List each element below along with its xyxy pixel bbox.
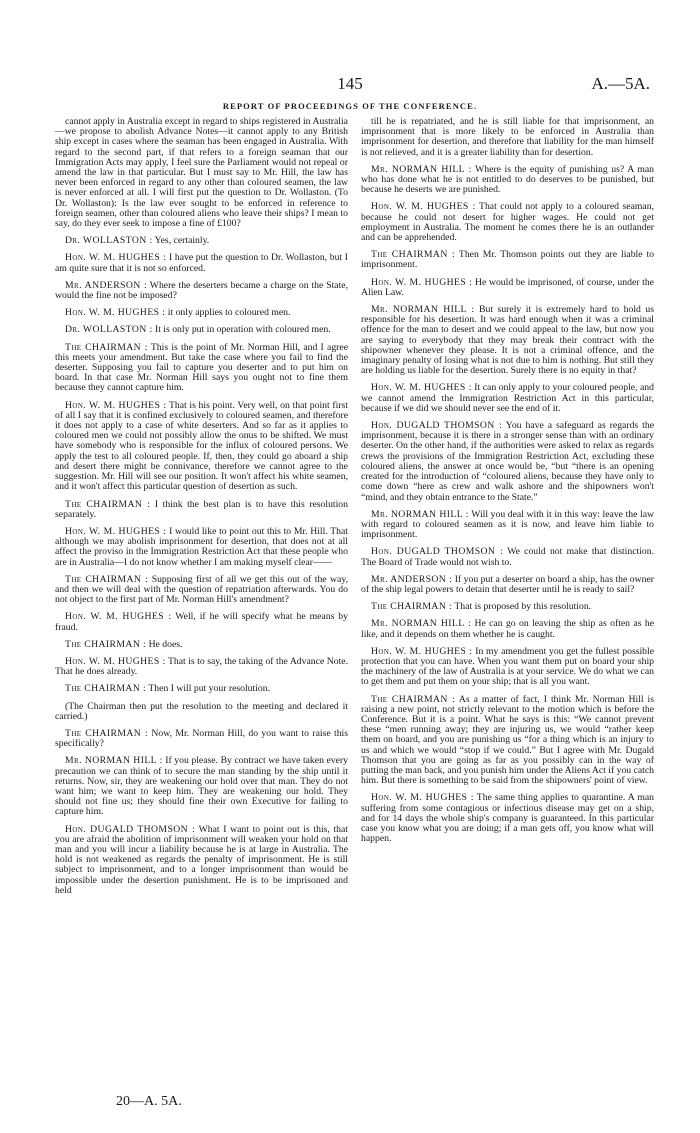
transcript-paragraph bbox=[361, 278, 654, 298]
speaker-name: Hon. W. M. HUGHES : bbox=[371, 382, 472, 394]
speech-text: Supposing first of all we get this out of the way, and then we will deal with the question of repatriation afterwards. You do not object to the first part of Mr. Norman Hill's amendment? bbox=[55, 573, 348, 606]
speaker-name: The CHAIRMAN : bbox=[371, 693, 456, 705]
transcript-paragraph bbox=[55, 684, 348, 694]
transcript-paragraph bbox=[55, 729, 348, 749]
speech-text: He can go on leaving the ship as often as he like, and it depends on them whether he is caught. bbox=[361, 618, 654, 640]
transcript-paragraph bbox=[361, 510, 654, 541]
speaker-name: The CHAIRMAN : bbox=[371, 601, 453, 613]
transcript-paragraph bbox=[361, 383, 654, 414]
speech-text: That is to say, the taking of the Advance Note. That he does already. bbox=[55, 655, 348, 678]
transcript-paragraph bbox=[55, 657, 348, 677]
speech-text: It is only put in operation with coloured men. bbox=[154, 324, 331, 336]
document-reference: A.—5A. bbox=[591, 74, 650, 93]
speaker-name: Hon. W. M. HUGHES : bbox=[371, 276, 473, 288]
speech-text: We could not make that distinction. The Board of Trade would not wish to. bbox=[361, 546, 654, 568]
transcript-paragraph bbox=[361, 602, 654, 612]
transcript-paragraph bbox=[361, 695, 654, 787]
speaker-name: Mr. NORMAN HILL : bbox=[65, 755, 163, 767]
speaker-name: The CHAIRMAN : bbox=[65, 727, 148, 739]
speech-text: (The Chairman then put the resolution to the meeting and declared it carried.) bbox=[55, 700, 348, 722]
speech-text: You have a safeguard as regards the imprisonment, because it is there in a stronger sense than with an ordinary deserter. On the other hand, if the authorities were asked to relax as regards crews the provisions of the Immigration Restriction Act, excluding these coloured aliens, the answer at once would be, “but “there is an opening created for the introduction of “coloured aliens, because they have only to come down “here as crew and walk ashore and the shipowners won't “mind, and they obtain entrance to the State.” bbox=[361, 420, 655, 503]
speech-text: This is the point of Mr. Norman Hill, and I agree this meets your amendment. But take the case where you fail to find the deserter. Supposing you fail to capture you deserter and to put him on board. In that case Mr. Norman Hill says you ought not to fine them because they cannot capture him. bbox=[55, 341, 348, 394]
speech-text: He would be imprisoned, of course, under the Alien Law. bbox=[361, 276, 654, 298]
speaker-name: Hon. W. M. HUGHES : bbox=[65, 307, 166, 319]
transcript-paragraph bbox=[55, 640, 348, 650]
left-column bbox=[55, 117, 348, 903]
speaker-name: The CHAIRMAN : bbox=[65, 498, 151, 510]
speech-text: it only applies to coloured men. bbox=[167, 307, 291, 319]
transcript-paragraph bbox=[55, 612, 348, 632]
transcript-paragraph bbox=[361, 547, 654, 567]
speaker-name: Mr. NORMAN HILL : bbox=[371, 163, 472, 175]
page-number: 145 bbox=[337, 74, 363, 93]
transcript-paragraph bbox=[55, 308, 348, 318]
transcript-paragraph bbox=[361, 421, 654, 503]
transcript-paragraph bbox=[361, 250, 654, 270]
speaker-name: Mr. NORMAN HILL : bbox=[371, 508, 469, 520]
speaker-name: Hon. DUGALD THOMSON : bbox=[65, 823, 196, 835]
speech-text: But surely it is extremely hard to hold us responsible for his desertion. It was hard enough when it was a criminal offence for the man to desert and we could appeal to the law, but now you are saying to everybody that they may break their contract with the shipowner whenever they please. It is not a criminal offence, and the imaginary penalty of losing what is not due to him is nothing. But still they are holding us liable for the desertion. Surely there is no equity in that? bbox=[361, 304, 655, 377]
transcript-paragraph bbox=[55, 343, 348, 394]
speech-text: Where is the equity of punishing us? A man who has done what he is not entitled to do deserves to be punished, but because he deserts we are punished. bbox=[361, 163, 655, 196]
transcript-paragraph bbox=[361, 202, 654, 243]
speaker-name: Hon. W. M. HUGHES : bbox=[371, 645, 473, 657]
speaker-name: Dr. WOLLASTON : bbox=[65, 324, 153, 336]
speech-text: Then I will put your resolution. bbox=[148, 683, 271, 695]
speaker-name: The CHAIRMAN : bbox=[65, 341, 148, 353]
speaker-name: Hon. W. M. HUGHES : bbox=[65, 399, 167, 411]
speaker-name: Hon. W. M. HUGHES : bbox=[371, 792, 474, 804]
speech-text: What I want to point out is this, that you are afraid the abolition of imprisonment will weaken your hold on that man and you will incur a liability because he is at large in Australia. The hold is not weakened as regards the penalty of imprisonment. He is still subject to imprisonment, and to a longer imprisonment than would be impossible under the desertion punishment. He is to be imprisoned and held bbox=[55, 823, 348, 896]
speech-text: I have put the question to Dr. Wollaston, but I am quite sure that it is not so enforced. bbox=[55, 252, 349, 274]
transcript-paragraph bbox=[361, 117, 654, 158]
speaker-name: Hon. W. M. HUGHES : bbox=[65, 611, 172, 623]
speech-text: That is proposed by this resolution. bbox=[454, 601, 592, 613]
speaker-name: Mr. ANDERSON : bbox=[371, 573, 453, 585]
transcript-paragraph bbox=[55, 825, 348, 896]
speech-text: I would like to point out this to Mr. Hill. That although we may abolish imprisonment for desertion, that does not at all affect the proviso in the Immigration Restriction Act that these people who are in Australia—I do not know whether I am making myself clear—— bbox=[55, 525, 348, 568]
transcript-paragraph bbox=[55, 756, 348, 817]
transcript-paragraph bbox=[55, 575, 348, 606]
speaker-name: Hon. W. M. HUGHES : bbox=[65, 655, 166, 667]
speaker-name: Hon. W. M. HUGHES : bbox=[65, 252, 167, 264]
speech-text: Will you deal with it in this way: leave the law with regard to coloured seamen as it is now, and leave him liable to imprisonment. bbox=[361, 508, 655, 541]
speaker-name: Hon. DUGALD THOMSON : bbox=[371, 546, 504, 558]
speech-text: As a matter of fact, I think Mr. Norman Hill is raising a new point, not strictly relevant to the motion which is before the Conference. But it is a point. What he says is this: “We cannot prevent these “men running away; they are injuring us, we would “rather keep them on board, and you are punishing us “for a thing which is an injury to us and which we would “stop if we could.” But I agree with Mr. Dugald Thomson that you are going as far as you possibly can in the way of putting the man back, and you punish him under the Aliens Act if you catch him. But there is something to be said from the shipowners' point of view. bbox=[361, 693, 654, 787]
speech-text: cannot apply in Australia except in regard to ships registered in Australia—we propose to abolish Advance Notes—it cannot apply to any British ship except in cases where the seaman has been engaged in Australia. With regard to the second part, if that refers to a foreign seaman that our Immigration Acts may apply, I feel sure the Parliament would not repeal or amend the law in that particular. But I must say to Mr. Hill, the law has never been enforced in regard to any other than coloured seamen, the law is never enforced at all. I will first put the question to Dr. Wollaston. (To Dr. Wollaston): Is the law ever sought to be enforced in reference to foreign seamen, other than coloured aliens who leave their ships? I mean to say, do they ever seek to impose a fine of £100? bbox=[55, 116, 348, 230]
speaker-name: The CHAIRMAN : bbox=[65, 573, 149, 585]
transcript-paragraph bbox=[55, 117, 348, 229]
speech-text: Then Mr. Thomson points out they are liable to imprisonment. bbox=[361, 249, 654, 271]
speaker-name: Mr. NORMAN HILL : bbox=[371, 618, 472, 630]
speaker-name: Mr. ANDERSON : bbox=[65, 279, 148, 291]
speaker-name: Mr. NORMAN HILL : bbox=[371, 304, 475, 316]
speech-text: If you put a deserter on board a ship, has the owner of the ship legal powers to detain that deserter until he is ready to sail? bbox=[361, 573, 654, 595]
speech-text: If you please. By contract we have taken every precaution we can think of to secure the man standing by the ship until it returns. Now, sir, they are weakening our hold over that man. They do not want him; we want to keep him. They are weakening our hold. They should not fine us; they should fine their own Executive for failing to capture him. bbox=[55, 755, 349, 818]
transcript-paragraph bbox=[361, 165, 654, 196]
speaker-name: Hon. W. M. HUGHES : bbox=[371, 201, 476, 213]
speech-text: I think the best plan is to have this resolution separately. bbox=[55, 498, 348, 520]
transcript-paragraph bbox=[361, 575, 654, 595]
speech-text: It can only apply to your coloured people, and we cannot amend the Immigration Restriction Act in this particular, because if we did we should never see the end of it. bbox=[361, 382, 654, 414]
transcript-paragraph bbox=[55, 500, 348, 520]
speech-text: till he is repatriated, and he is still liable for that imprisonment, an imprisonment that is more likely to be enforced in Australia than imprisonment for desertion, and therefore that liability for the man himself is not relieved, and it is a greater liability than for desertion. bbox=[361, 116, 654, 158]
transcript-paragraph bbox=[55, 702, 348, 722]
speaker-name: The CHAIRMAN : bbox=[65, 638, 147, 650]
transcript-paragraph bbox=[361, 647, 654, 688]
speech-text: In my amendment you get the fullest possible protection that you can have. When you want them put on board your ship the machinery of the law of Australia is at your service. We do what we can to get them and put them on your ship; that is all you want. bbox=[361, 645, 655, 688]
transcript-paragraph bbox=[361, 305, 654, 376]
transcript-paragraph bbox=[361, 793, 654, 844]
transcript-paragraph bbox=[55, 527, 348, 568]
transcript-paragraph bbox=[55, 236, 348, 246]
running-title: REPORT OF PROCEEDINGS OF THE CONFERENCE. bbox=[222, 101, 478, 111]
transcript-paragraph bbox=[55, 281, 348, 301]
speech-text: Well, if he will specify what he means by fraud. bbox=[55, 611, 348, 633]
speaker-name: The CHAIRMAN : bbox=[65, 683, 147, 695]
transcript-paragraph bbox=[361, 619, 654, 639]
transcript-paragraph bbox=[55, 253, 348, 273]
speech-text: That could not apply to a coloured seaman, because he could not desert for higher wages. He could not get employment in Australia. The moment he comes there he is an outlander and can be apprehended. bbox=[361, 201, 655, 244]
speaker-name: Hon. W. M. HUGHES : bbox=[65, 525, 167, 537]
speech-text: Where the deserters became a charge on the State, would the fine not be imposed? bbox=[55, 279, 349, 302]
speaker-name: Hon. DUGALD THOMSON : bbox=[371, 420, 503, 432]
speech-text: The same thing applies to quarantine. A man suffering from some contagious or infectious disease may get on a ship, and for 14 days the whole ship's company is guaranteed. In this particular case you know what you are doing; if a man gets off, you know what will happen. bbox=[361, 792, 654, 845]
speech-text: Yes, certainly. bbox=[154, 235, 210, 247]
transcript-paragraph bbox=[55, 401, 348, 493]
speaker-name: Dr. WOLLASTON : bbox=[65, 235, 153, 247]
speech-text: He does. bbox=[148, 638, 183, 650]
speech-text: Now, Mr. Norman Hill, do you want to raise this specifically? bbox=[55, 727, 348, 750]
speaker-name: The CHAIRMAN : bbox=[371, 249, 456, 261]
printer-signature: 20—A. 5A. bbox=[116, 1094, 182, 1109]
right-column bbox=[361, 117, 654, 851]
transcript-paragraph bbox=[55, 325, 348, 335]
speech-text: That is his point. Very well, on that point first of all I say that it is confined exclusively to coloured seamen, and therefore it does not apply to a case of white deserters. And so far as it applies to coloured men we could not possibly allow the onus to be shifted. We must have somebody who is responsible for the influx of coloured persons. We apply the test to all coloured people. If, then, they could go aboard a ship and desert there might be connivance, therefore we cannot agree to the suggestion. Mr. Hill will see our position. It won't affect his white seamen, and it won't affect this particular question of desertion as such. bbox=[55, 399, 348, 493]
